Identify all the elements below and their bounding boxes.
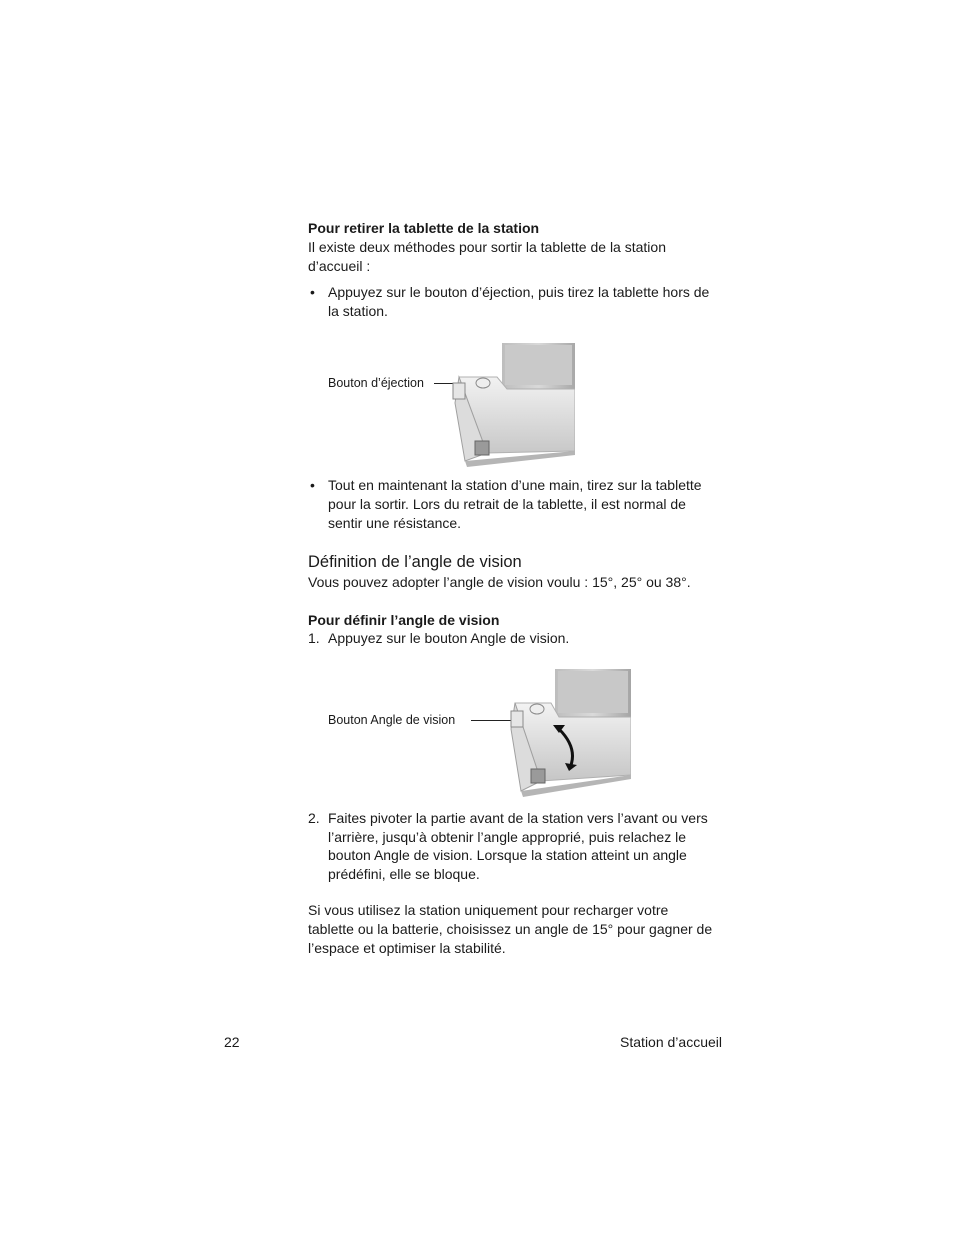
bullet-text-line: pour la sortir. Lors du retrait de la tablette, il est normal de: [328, 496, 686, 512]
step-text-line: Faites pivoter la partie avant de la station vers l’avant ou vers: [328, 810, 708, 826]
dock-eject-illustration: [447, 343, 575, 473]
figure-callout-angle-button: Bouton Angle de vision: [328, 713, 456, 727]
bullet-text-line: sentir une résistance.: [328, 515, 462, 531]
figure-callout-eject: Bouton d’éjection: [328, 376, 424, 390]
intro-text-line: Il existe deux méthodes pour sortir la tablette de la station: [308, 239, 666, 255]
step-number: 1.: [308, 630, 320, 646]
bullet-text-line: la station.: [328, 303, 388, 319]
intro-text-line: d’accueil :: [308, 258, 371, 274]
footer-chapter-title: Station d’accueil: [620, 1034, 722, 1050]
bullet-text-line: Appuyez sur le bouton d’éjection, puis tirez la tablette hors de: [328, 284, 710, 300]
step-number: 2.: [308, 810, 320, 826]
section-title-angle: Définition de l’angle de vision: [308, 553, 522, 571]
note-text-line: Si vous utilisez la station uniquement pour recharger votre: [308, 902, 669, 918]
step-text-line: Appuyez sur le bouton Angle de vision.: [328, 630, 570, 646]
dock-angle-illustration: [507, 669, 631, 800]
subheading-set-angle: Pour définir l’angle de vision: [308, 612, 500, 628]
bullet-marker: •: [310, 284, 315, 300]
note-text-line: tablette ou la batterie, choisissez un angle de 15° pour gagner de: [308, 921, 713, 937]
page-number: 22: [224, 1034, 240, 1050]
step-text-line: prédéfini, elle se bloque.: [328, 866, 480, 882]
bullet-marker: •: [310, 477, 315, 493]
step-text-line: l’arrière, jusqu’à obtenir l’angle approprié, puis relachez le: [328, 829, 686, 845]
angle-intro-text: Vous pouvez adopter l’angle de vision voulu : 15°, 25° ou 38°.: [308, 574, 691, 590]
note-text-line: l’espace et optimiser la stabilité.: [308, 940, 506, 956]
step-text-line: bouton Angle de vision. Lorsque la station atteint un angle: [328, 847, 687, 863]
bullet-text-line: Tout en maintenant la station d’une main, tirez sur la tablette: [328, 477, 702, 493]
section-heading-remove: Pour retirer la tablette de la station: [308, 220, 540, 236]
